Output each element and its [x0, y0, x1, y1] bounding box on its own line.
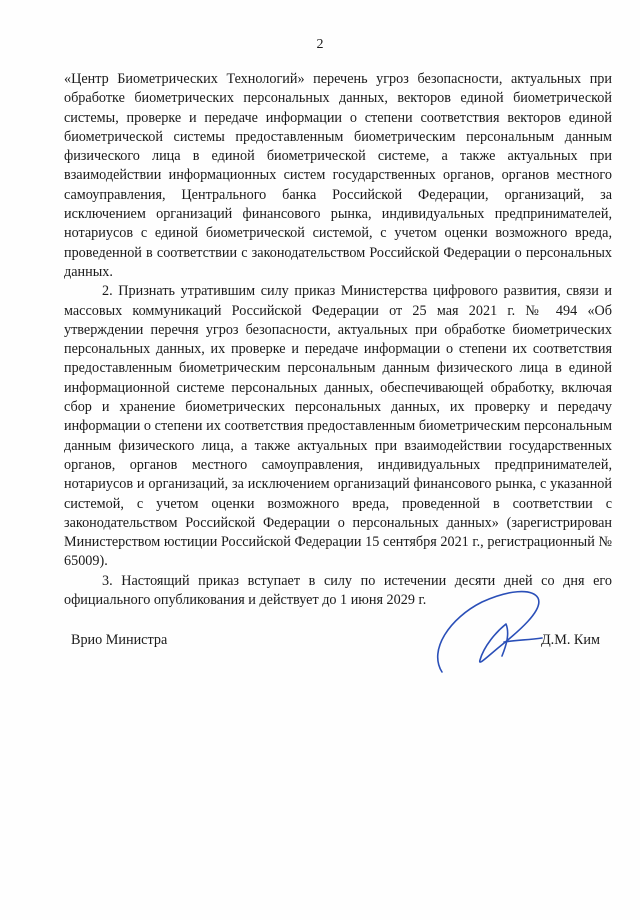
signatory-name: Д.М. Ким	[541, 632, 600, 648]
paragraph-item-2: 2. Признать утратившим силу приказ Министерства цифрового развития, связи и массовых коммуникаций Российской Федерации от 25 мая 2021 г. № 494 «Об утверждении перечня угроз безопасности, актуальных при обработке биометрических персональных данных, их проверке и передаче информации о степени их соответствия предоставленным биометрическим персональным данным физического лица в единой информационной системе персональных данных, обеспечивающей обработку, включая сбор и хранение биометрических персональных данных, их проверку и передачу информации о степени их соответствия предоставленным биометрическим персональным данным физического лица, а также актуальных при взаимодействии государственных органов, органов местного самоуправления, индивидуальных предпринимателей, нотариусов и организаций, за исключением организаций финансового рынка, с указанной системой, с учетом оценки возможного вреда, проведенной в соответствии с законодательством Российской Федерации о персональных данных» (зарегистрирован Министерством юстиции Российской Федерации 15 сентября 2021 г., регистрационный № 65009).	[64, 283, 612, 570]
signature-block	[0, 628, 640, 688]
paragraph-item-3: 3. Настоящий приказ вступает в силу по истечении десяти дней со дня его официального опубликования и действует до 1 июня 2029 г.	[64, 572, 612, 609]
paragraph-continuation: «Центр Биометрических Технологий» перечень угроз безопасности, актуальных при обработке биометрических персональных данных, векторов единой биометрической системы, проверке и передаче информации о степени соответствия векторов единой биометрической системы предоставленным биометрическим персональным данным физического лица в единой биометрической системе, а также актуальных при взаимодействии информационных систем государственных органов, органов местного самоуправления, Центрального банка Российской Федерации, организаций, за исключением организаций финансового рынка, индивидуальных предпринимателей, нотариусов с единой биометрической системой, с учетом оценки возможного вреда, проведенной в соответствии с законодательством Российской Федерации о персональных данных.	[64, 71, 612, 280]
page-number: 2	[316, 37, 324, 52]
handwritten-signature	[420, 580, 550, 690]
signatory-position: Врио Министра	[71, 632, 168, 648]
document-body	[64, 70, 612, 610]
